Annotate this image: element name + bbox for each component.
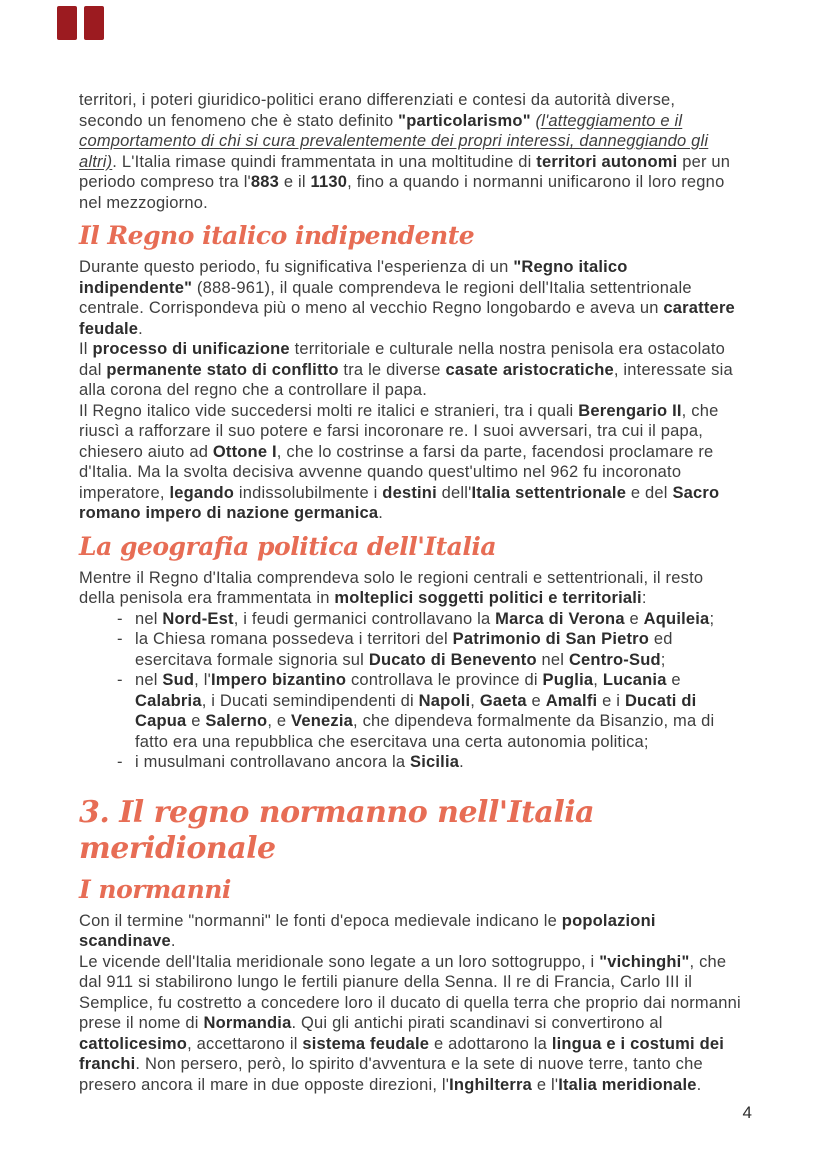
text-run: Durante questo periodo, fu significativa l'esperienza di un <box>79 258 514 276</box>
paragraph <box>79 401 742 524</box>
text-run: , e <box>267 712 292 730</box>
bold-text: Gaeta <box>479 691 527 710</box>
bold-text: Marca di Verona <box>495 609 625 628</box>
red-square-icon <box>84 6 104 40</box>
bold-text: carattere feudale <box>79 299 735 338</box>
bold-text: Aquileia <box>643 609 710 628</box>
bold-text: "Regno italico indipendente" <box>79 258 628 297</box>
bold-text: Lucania <box>602 671 667 689</box>
text-run: la Chiesa romana possedeva i territori del <box>135 630 453 648</box>
bold-text: casate aristocratiche <box>445 360 614 379</box>
bold-text: Inghilterra <box>449 1075 533 1094</box>
bold-text: Nord-Est <box>162 609 234 628</box>
text-run: Il Regno italico vide succedersi molti re italici e stranieri, tra i quali <box>79 401 579 420</box>
text-run: e adottarono la <box>429 1034 552 1053</box>
text-run: nel <box>135 671 163 689</box>
text-run: . <box>378 504 384 522</box>
text-run: territori, i poteri giuridico-politici erano differenziati e contesi da autorità diverse, secondo un fenomeno che è stato definito <box>79 91 676 130</box>
text-run: , interessate sia alla corona del regno che a controllare il papa. <box>79 360 733 399</box>
paragraph <box>79 257 742 339</box>
bold-text: Calabria <box>135 691 202 710</box>
chapter-heading: 3. Il regno normanno nell'Italia meridionale <box>79 794 595 866</box>
bold-text: Italia meridionale <box>558 1075 697 1094</box>
bold-text: legando <box>169 483 235 502</box>
bold-text: "particolarismo" <box>398 111 536 130</box>
text-run: e <box>186 712 206 730</box>
text-run: . <box>459 753 464 771</box>
text-run: Il <box>79 340 93 358</box>
list-item <box>135 752 742 773</box>
text-run: , che dal 911 si stabilirono lungo le fertili pianure della Senna. Il re di Francia, Carlo III il Semplice, fu costretto a concedere loro il ducato di quella terra che proprio dai normanni prese il nome di <box>79 952 741 1032</box>
red-square-icon <box>57 6 77 40</box>
bold-text: Sud <box>162 671 195 689</box>
bold-text: Salerno <box>205 712 268 730</box>
bold-text: Sacro romano impero di nazione germanica <box>79 483 720 522</box>
text-run: , che lo costrinse a farsi da parte, facendosi proclamare re d'Italia. Ma la svolta decisiva avvenne quando quest'ultimo nel 962 fu incoronato imperatore, <box>79 442 714 502</box>
text-run: tra le diverse <box>338 360 446 379</box>
text-run: (888-961), il quale comprendeva le regioni dell'Italia settentrionale centrale. Corrispondeva più o meno al vecchio Regno longobardo e aveva un <box>79 278 692 317</box>
text-run: . Non persero, però, lo spirito d'avventura e la sete di nuove terre, tanto che presero ancora il mare in due opposte direzioni, l' <box>79 1055 703 1094</box>
text-run: , che dipendeva formalmente da Bisanzio, ma di fatto era una repubblica che esercitava una certa autonomia politica; <box>135 712 715 751</box>
text-run: . <box>696 1075 702 1094</box>
text-run: . <box>138 319 143 338</box>
text-run: i musulmani controllavano ancora la <box>135 753 411 771</box>
text-run: Le vicende dell'Italia meridionale sono legate a un loro sottogruppo, i <box>79 952 600 971</box>
paragraph <box>79 90 742 213</box>
bold-text: 883 <box>250 173 280 191</box>
bold-text: Venezia <box>291 712 353 730</box>
paragraph <box>79 911 742 952</box>
bold-text: Patrimonio di San Pietro <box>452 630 650 648</box>
bullet-list <box>79 609 742 773</box>
text-run: . L'Italia rimase quindi frammentata in una moltitudine di <box>112 152 537 171</box>
bold-text: Italia settentrionale <box>471 483 627 502</box>
bold-text: processo di unificazione <box>92 340 290 358</box>
text-run: Con il termine "normanni" le fonti d'epoca medievale indicano le <box>79 911 562 930</box>
bold-text: Centro-Sud <box>568 650 661 669</box>
bold-text: Napoli <box>418 691 471 710</box>
text-run: , <box>593 671 603 689</box>
bold-text: cattolicesimo <box>79 1034 188 1053</box>
text-run: e del <box>626 483 673 502</box>
text-run: e <box>624 609 644 628</box>
page-number: 4 <box>742 1103 752 1122</box>
paragraph <box>79 952 742 1096</box>
text-run: . <box>170 932 176 950</box>
bold-text: permanente stato di conflitto <box>106 360 339 379</box>
text-run: territoriale e culturale nella nostra penisola era ostacolato dal <box>79 340 726 379</box>
text-run: . Qui gli antichi pirati scandinavi si convertirono al <box>291 1014 663 1032</box>
text-run: , <box>470 691 480 710</box>
text-run: ed esercitava formale signoria sul <box>135 630 673 669</box>
text-run: ; <box>660 650 666 669</box>
bold-text: popolazioni scandinave <box>79 911 656 950</box>
text-run: ; <box>709 609 715 628</box>
bold-text: 1130 <box>310 173 348 191</box>
text-run: e l' <box>532 1075 559 1094</box>
bold-text: Sicilia <box>410 753 460 771</box>
bold-text: Ducati di Capua <box>135 691 697 730</box>
text-run: , fino a quando i normanni unificarono il loro regno nel mezzogiorno. <box>79 173 725 212</box>
text-run: , l' <box>194 671 211 689</box>
text-run: indissolubilmente i <box>234 483 383 502</box>
list-item <box>135 670 742 752</box>
text-run: Mentre il Regno d'Italia comprendeva solo le regioni centrali e settentrionali, il resto della penisola era frammentata in <box>79 568 704 607</box>
bold-text: "vichinghi" <box>599 952 690 971</box>
section-heading: I normanni <box>79 874 231 904</box>
bold-text: Ottone I <box>212 442 277 461</box>
paragraph <box>79 568 742 609</box>
text-run: , accettarono il <box>187 1034 303 1053</box>
bold-text: Impero bizantino <box>210 671 347 689</box>
text-run: : <box>641 589 647 607</box>
paragraph <box>79 339 742 401</box>
bold-text: Amalfi <box>545 691 598 710</box>
italic-underline-text: (l'atteggiamento e il comportamento di chi si cura prevalentemente dei propri interessi, danneggiando gli altri) <box>79 111 709 171</box>
section-heading: La geografia politica dell'Italia <box>79 531 497 561</box>
list-item <box>135 609 742 630</box>
text-run: e <box>666 671 681 689</box>
text-run: dell' <box>436 483 472 502</box>
bold-text: Ducato di Benevento <box>368 650 537 669</box>
bold-text: Normandia <box>203 1014 292 1032</box>
text-run: controllava le province di <box>346 671 543 689</box>
text-run: e <box>526 691 546 710</box>
bold-text: lingua e i costumi dei franchi <box>79 1034 725 1073</box>
bold-text: Berengario II <box>578 401 682 420</box>
text-run: per un periodo compreso tra l' <box>79 152 731 191</box>
text-run: e i <box>597 691 625 710</box>
text-run: , i feudi germanici controllavano la <box>233 609 496 628</box>
bold-text: destini <box>382 483 437 502</box>
bold-text: sistema feudale <box>302 1034 430 1053</box>
text-run: , che riuscì a rafforzare il suo potere e farsi incoronare re. I suoi avversari, tra cui il papa, chiesero aiuto ad <box>79 401 719 461</box>
bold-text: Puglia <box>542 671 594 689</box>
document-content <box>79 90 742 1095</box>
corner-marks <box>57 6 104 40</box>
text-run: , i Ducati semindipendenti di <box>201 691 419 710</box>
list-item <box>135 629 742 670</box>
bold-text: territori autonomi <box>536 152 678 171</box>
text-run: e il <box>279 173 311 191</box>
text-run: nel <box>135 609 163 628</box>
bold-text: molteplici soggetti politici e territoriali <box>334 589 642 607</box>
section-heading: Il Regno italico indipendente <box>79 221 475 250</box>
text-run: nel <box>536 650 569 669</box>
